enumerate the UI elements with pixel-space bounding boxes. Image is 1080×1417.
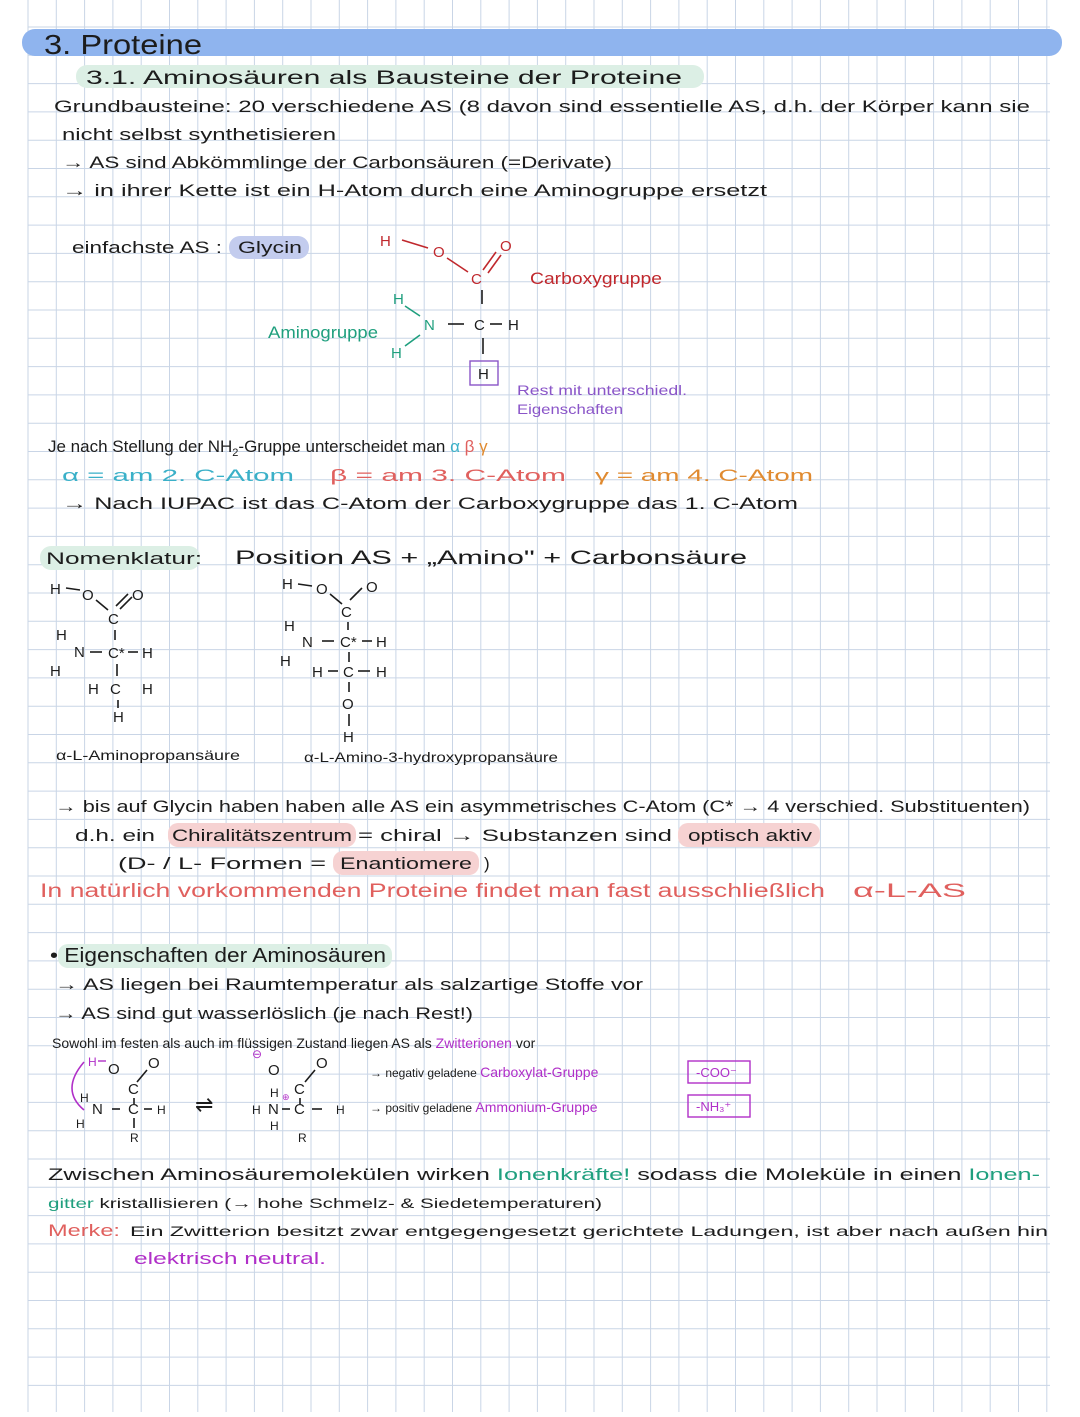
intro-line-2: nicht selbst synthetisieren — [62, 125, 336, 144]
svg-text:C: C — [474, 317, 485, 334]
properties-line-3: Sowohl im festen als auch im flüssigen Zustand liegen AS als Zwitterionen vor — [52, 1035, 536, 1051]
forms-text: (D- / L- Formen = — [118, 854, 327, 873]
svg-text:H: H — [270, 1086, 279, 1100]
svg-text:H: H — [56, 627, 67, 644]
chirality-line-1: → bis auf Glycin haben haben alle AS ein asymmetrisches C-Atom (C* → 4 verschied. Substituenten) — [55, 797, 1030, 816]
nomenclature-label: Nomenklatur: — [46, 549, 202, 568]
svg-text:H: H — [312, 664, 323, 681]
enantiomers-term: Enantiomere — [340, 854, 472, 873]
svg-text:H: H — [282, 576, 293, 593]
svg-text:R: R — [298, 1131, 307, 1145]
svg-text:H: H — [88, 1055, 97, 1069]
gamma-definition: γ = am 4. C-Atom — [595, 466, 813, 485]
svg-text:H: H — [76, 1117, 85, 1131]
svg-text:O: O — [316, 581, 328, 598]
amino-label: Aminogruppe — [268, 323, 378, 342]
svg-text:O: O — [132, 587, 144, 604]
properties-line-1: → AS liegen bei Raumtemperatur als salzartige Stoffe vor — [55, 975, 644, 994]
svg-text:C: C — [341, 604, 352, 621]
svg-text:C*: C* — [108, 645, 125, 662]
svg-text:H: H — [50, 581, 61, 598]
svg-text:O: O — [342, 696, 354, 713]
optically-active-term: optisch aktiv — [688, 826, 813, 845]
svg-text:C: C — [128, 1081, 139, 1098]
chirality-center-term: Chiralitätszentrum — [172, 826, 352, 845]
svg-text:H: H — [508, 317, 519, 334]
svg-text:N: N — [424, 317, 435, 334]
svg-text:C: C — [128, 1101, 139, 1118]
nomenclature-formula: Position AS + „Amino" + Carbonsäure — [235, 548, 747, 569]
svg-text:H: H — [142, 681, 153, 698]
chiral-text: = chiral → Substanzen sind — [358, 826, 672, 845]
svg-text:H: H — [391, 345, 402, 362]
rest-label-2: Eigenschaften — [517, 401, 623, 417]
iupac-note: → Nach IUPAC ist das C-Atom der Carboxygruppe das 1. C-Atom — [62, 494, 798, 513]
svg-text:H: H — [252, 1103, 261, 1117]
alanine-name: α-L-Aminopropansäure — [56, 747, 241, 763]
svg-text:C: C — [108, 611, 119, 628]
svg-text:⊖: ⊖ — [252, 1047, 263, 1061]
svg-text:H: H — [157, 1103, 166, 1117]
svg-text:O: O — [82, 587, 94, 604]
serine-name: α-L-Amino-3-hydroxypropansäure — [304, 749, 559, 765]
carboxylate-formula: -COO⁻ — [696, 1065, 737, 1080]
svg-text:H: H — [478, 366, 489, 383]
dh-text: d.h. ein — [75, 826, 155, 845]
merke-end: elektrisch neutral. — [134, 1249, 326, 1268]
svg-text:H: H — [88, 681, 99, 698]
section-subtitle: 3.1. Aminosäuren als Bausteine der Proteine — [86, 68, 682, 89]
svg-text:H: H — [142, 645, 153, 662]
merke-label: Merke: — [48, 1221, 120, 1240]
svg-text:H: H — [343, 729, 354, 746]
glycine-name: Glycin — [238, 238, 302, 257]
svg-text:H: H — [270, 1119, 279, 1133]
svg-text:H: H — [80, 1091, 89, 1105]
rest-label-1: Rest mit unterschiedl. — [517, 382, 687, 398]
svg-text:H: H — [50, 663, 61, 680]
ionic-line-2: gitter kristallisieren (→ hohe Schmelz- & Siedetemperaturen) — [48, 1195, 442, 1211]
svg-text:H: H — [376, 664, 387, 681]
intro-line-3: → AS sind Abkömmlinge der Carbonsäuren (=Derivate) — [62, 153, 612, 172]
glycine-label: einfachste AS : — [72, 238, 222, 257]
svg-text:N: N — [302, 634, 313, 651]
svg-text:H: H — [376, 634, 387, 651]
alpha-definition: α = am 2. C-Atom — [62, 466, 294, 485]
svg-text:O: O — [366, 579, 378, 596]
svg-text:O: O — [148, 1055, 160, 1072]
forms-close: ) — [484, 854, 490, 873]
svg-text:N: N — [92, 1101, 103, 1118]
svg-text:R: R — [130, 1131, 139, 1145]
properties-heading: • Eigenschaften der Aminosäuren — [50, 945, 386, 967]
svg-text:H: H — [336, 1103, 345, 1117]
svg-text:C: C — [294, 1081, 305, 1098]
svg-text:O: O — [108, 1061, 120, 1078]
svg-text:⊕: ⊕ — [282, 1092, 290, 1102]
svg-text:C: C — [343, 664, 354, 681]
svg-text:C: C — [294, 1101, 305, 1118]
positive-group-note: → positiv geladene Ammonium-Gruppe — [370, 1099, 598, 1115]
svg-text:H: H — [284, 618, 295, 635]
page-title: 3. Proteine — [44, 29, 202, 60]
svg-text:O: O — [433, 244, 445, 261]
svg-text:N: N — [268, 1101, 279, 1118]
svg-text:C*: C* — [340, 634, 357, 651]
negative-group-note: → negativ geladene Carboxylat-Gruppe — [370, 1064, 599, 1080]
position-intro: Je nach Stellung der $NH_2$-Gruppe unterscheidet man α β γ — [48, 437, 488, 459]
svg-text:C: C — [471, 271, 482, 288]
svg-text:O: O — [316, 1055, 328, 1072]
merke-text: Ein Zwitterion besitzt zwar entgegengesetzt gerichtete Ladungen, ist aber nach außen hin — [130, 1223, 1048, 1239]
svg-text:N: N — [74, 644, 85, 661]
svg-text:H: H — [393, 291, 404, 308]
svg-text:O: O — [500, 238, 512, 255]
svg-text:H: H — [280, 653, 291, 670]
ionic-line-1: Zwischen Aminosäuremolekülen wirken Ionenkräfte! sodass die Moleküle in einen Ionen- — [48, 1165, 1017, 1184]
svg-text:O: O — [268, 1062, 280, 1079]
svg-text:⇌: ⇌ — [195, 1092, 214, 1117]
svg-text:H: H — [380, 233, 391, 250]
intro-line-1: Grundbausteine: 20 verschiedene AS (8 davon sind essentielle AS, d.h. der Körper kann sie — [54, 97, 1030, 116]
alpha-l-as: α-L-AS — [853, 881, 966, 902]
intro-line-4: → in ihrer Kette ist ein H-Atom durch eine Aminogruppe ersetzt — [62, 181, 768, 200]
carboxy-label: Carboxygruppe — [530, 269, 662, 288]
beta-definition: β = am 3. C-Atom — [330, 466, 566, 485]
properties-line-2: → AS sind gut wasserlöslich (je nach Rest!) — [55, 1004, 473, 1023]
ammonium-formula: -NH₃⁺ — [696, 1099, 732, 1114]
svg-text:C: C — [110, 681, 121, 698]
natural-proteins-note: In natürlich vorkommenden Proteine findet man fast ausschließlich — [40, 881, 825, 902]
svg-text:H: H — [113, 709, 124, 726]
